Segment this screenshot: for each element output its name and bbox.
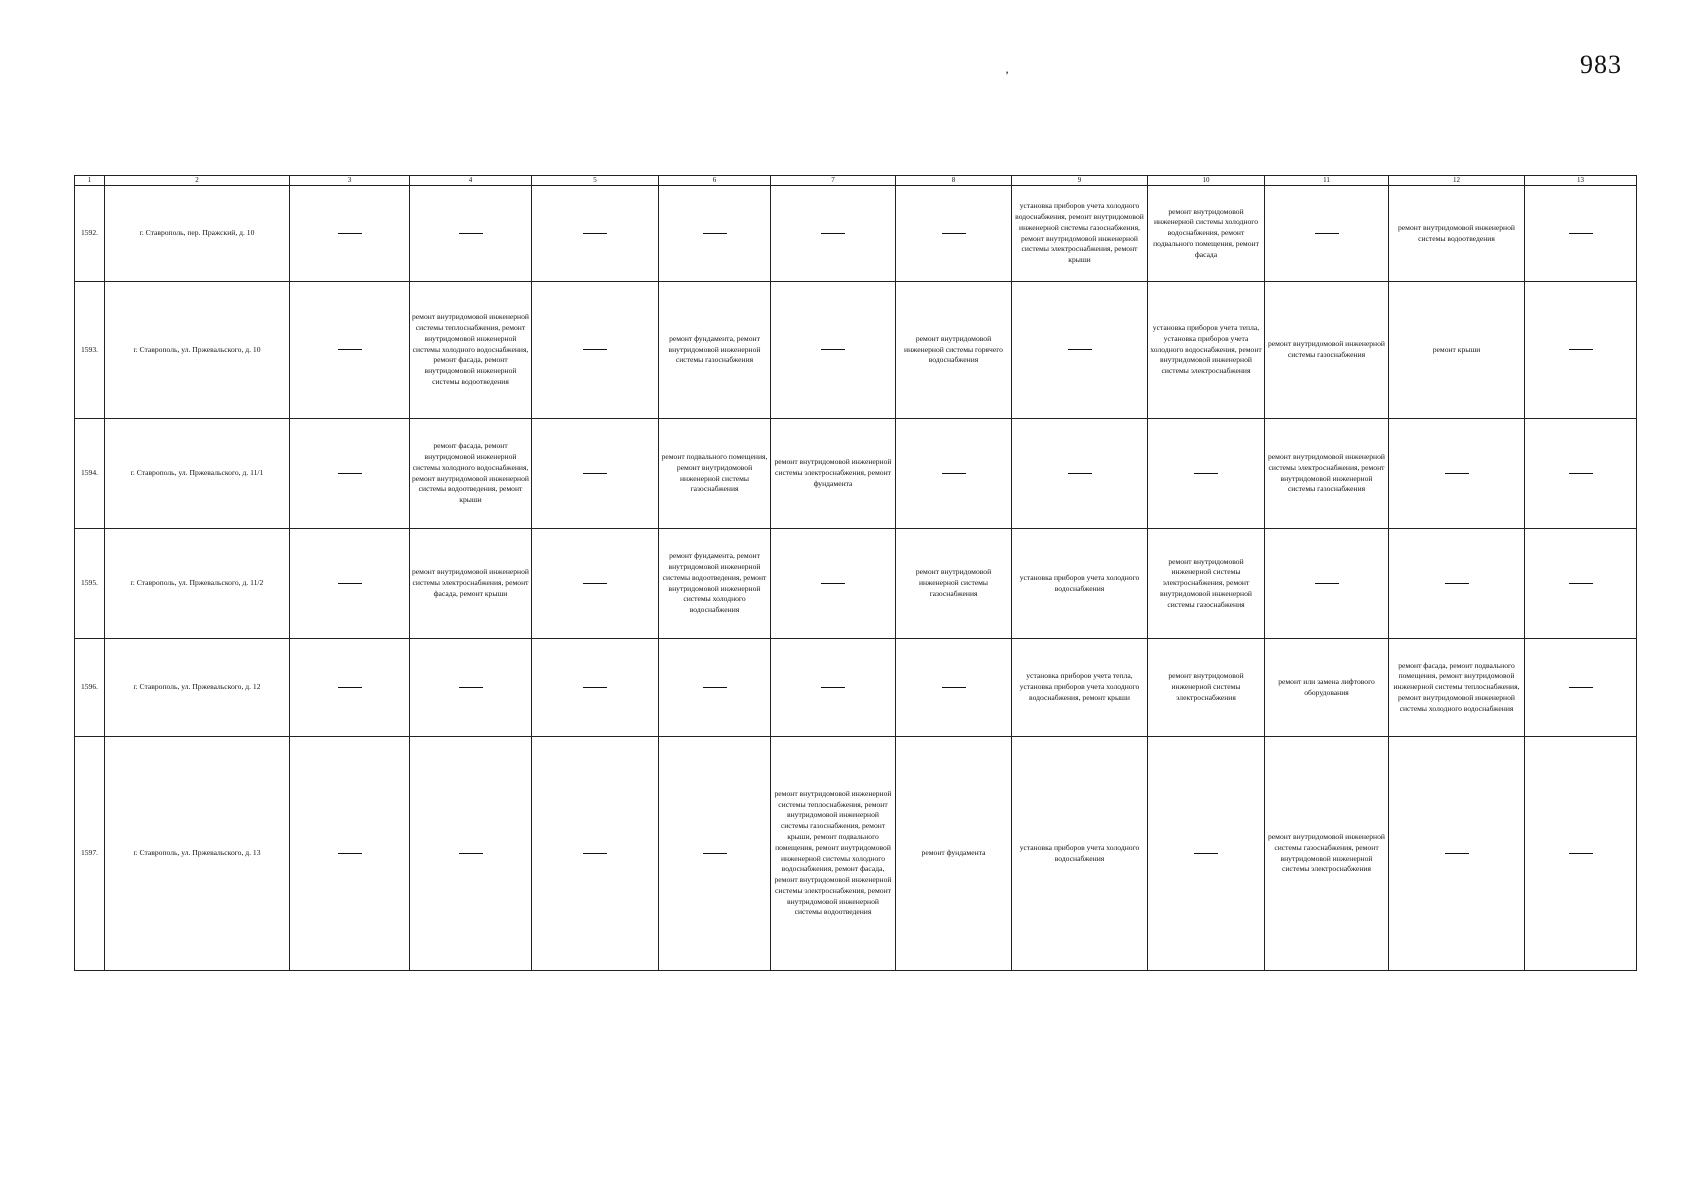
dash-mark [338, 687, 362, 688]
empty-cell [1389, 419, 1525, 529]
dash-mark [583, 583, 607, 584]
works-cell: ремонт внутридомовой инженерной системы горячего водоснабжения [896, 282, 1012, 419]
dash-mark [338, 349, 362, 350]
dash-mark [459, 687, 483, 688]
empty-cell [1012, 419, 1148, 529]
column-number: 9 [1012, 176, 1148, 186]
empty-cell [290, 186, 410, 282]
dash-mark [1194, 853, 1218, 854]
empty-cell [410, 639, 532, 737]
dash-mark [1569, 233, 1593, 234]
dash-mark [1445, 853, 1469, 854]
table-body [75, 186, 1637, 971]
dash-mark [821, 583, 845, 584]
empty-cell [1525, 282, 1637, 419]
works-cell: ремонт внутридомовой инженерной системы электроснабжения, ремонт внутридомовой инженерной системы газоснабжения [1148, 529, 1265, 639]
row-number: 1594. [75, 419, 105, 529]
works-cell: ремонт или замена лифтового оборудования [1265, 639, 1389, 737]
empty-cell [1389, 529, 1525, 639]
works-cell: ремонт внутридомовой инженерной системы холодного водоснабжения, ремонт подвального помещения, ремонт фасада [1148, 186, 1265, 282]
empty-cell [410, 737, 532, 971]
dash-mark [1068, 473, 1092, 474]
empty-cell [1265, 529, 1389, 639]
works-cell: ремонт внутридомовой инженерной системы теплоснабжения, ремонт внутридомовой инженерной системы газоснабжения, ремонт крыши, ремонт подвального помещения, ремонт внутридомовой инженерной системы холодного водоснабжения, ремонт фасада, ремонт внутридомовой инженерной системы электроснабжения, ремонт внутридомовой инженерной системы водоотведения [771, 737, 896, 971]
works-cell: установка приборов учета холодного водоснабжения [1012, 529, 1148, 639]
column-number: 7 [771, 176, 896, 186]
table-row [75, 529, 1637, 639]
empty-cell [771, 282, 896, 419]
table-row [75, 639, 1637, 737]
dash-mark [821, 687, 845, 688]
address-cell: г. Ставрополь, ул. Пржевальского, д. 13 [105, 737, 290, 971]
empty-cell [290, 282, 410, 419]
dash-mark [1445, 473, 1469, 474]
empty-cell [1148, 737, 1265, 971]
dash-mark [942, 233, 966, 234]
dash-mark [583, 687, 607, 688]
works-cell: ремонт крыши [1389, 282, 1525, 419]
empty-cell [532, 639, 659, 737]
address-cell: г. Ставрополь, ул. Пржевальского, д. 11/1 [105, 419, 290, 529]
dash-mark [459, 853, 483, 854]
row-number: 1592. [75, 186, 105, 282]
repair-register-table [74, 175, 1637, 971]
empty-cell [532, 282, 659, 419]
empty-cell [659, 737, 771, 971]
column-number: 11 [1265, 176, 1389, 186]
row-number: 1597. [75, 737, 105, 971]
dash-mark [338, 853, 362, 854]
empty-cell [896, 419, 1012, 529]
works-cell: ремонт внутридомовой инженерной системы газоснабжения, ремонт внутридомовой инженерной системы электроснабжения [1265, 737, 1389, 971]
dash-mark [1445, 583, 1469, 584]
works-cell: установка приборов учета холодного водоснабжения [1012, 737, 1148, 971]
empty-cell [1148, 419, 1265, 529]
dash-mark [459, 233, 483, 234]
table-row [75, 282, 1637, 419]
works-cell: ремонт внутридомовой инженерной системы газоснабжения [896, 529, 1012, 639]
dash-mark [703, 233, 727, 234]
works-cell: ремонт внутридомовой инженерной системы электроснабжения, ремонт фасада, ремонт крыши [410, 529, 532, 639]
works-cell: ремонт внутридомовой инженерной системы газоснабжения [1265, 282, 1389, 419]
works-cell: ремонт внутридомовой инженерной системы электроснабжения, ремонт внутридомовой инженерной системы газоснабжения [1265, 419, 1389, 529]
empty-cell [1525, 737, 1637, 971]
dash-mark [1569, 687, 1593, 688]
empty-cell [532, 186, 659, 282]
empty-cell [290, 737, 410, 971]
empty-cell [532, 529, 659, 639]
works-cell: ремонт подвального помещения, ремонт внутридомовой инженерной системы газоснабжения [659, 419, 771, 529]
row-number: 1593. [75, 282, 105, 419]
works-cell: установка приборов учета холодного водоснабжения, ремонт внутридомовой инженерной системы газоснабжения, ремонт внутридомовой инженерной системы электроснабжения, ремонт крыши [1012, 186, 1148, 282]
column-number: 12 [1389, 176, 1525, 186]
page-number: 983 [1580, 50, 1622, 79]
dash-mark [583, 853, 607, 854]
empty-cell [1525, 186, 1637, 282]
dash-mark [1068, 349, 1092, 350]
works-cell: ремонт внутридомовой инженерной системы теплоснабжения, ремонт внутридомовой инженерной системы холодного водоснабжения, ремонт фасада, ремонт внутридомовой инженерной системы водоотведения [410, 282, 532, 419]
empty-cell [659, 639, 771, 737]
works-cell: ремонт фундамента, ремонт внутридомовой инженерной системы водоотведения, ремонт внутридомовой инженерной системы холодного водоснабжения [659, 529, 771, 639]
dash-mark [338, 473, 362, 474]
scan-mark: ’ [1005, 68, 1009, 82]
row-number: 1596. [75, 639, 105, 737]
empty-cell [771, 529, 896, 639]
works-cell: установка приборов учета тепла, установка приборов учета холодного водоснабжения, ремонт внутридомовой инженерной системы электроснабжения [1148, 282, 1265, 419]
table-row [75, 737, 1637, 971]
empty-cell [896, 186, 1012, 282]
empty-cell [771, 186, 896, 282]
dash-mark [821, 233, 845, 234]
column-number: 6 [659, 176, 771, 186]
empty-cell [896, 639, 1012, 737]
works-cell: установка приборов учета тепла, установка приборов учета холодного водоснабжения, ремонт крыши [1012, 639, 1148, 737]
works-cell: ремонт фундамента, ремонт внутридомовой инженерной системы газоснабжения [659, 282, 771, 419]
dash-mark [583, 349, 607, 350]
dash-mark [942, 687, 966, 688]
dash-mark [821, 349, 845, 350]
dash-mark [1194, 473, 1218, 474]
address-cell: г. Ставрополь, пер. Пражский, д. 10 [105, 186, 290, 282]
column-number: 1 [75, 176, 105, 186]
empty-cell [410, 186, 532, 282]
empty-cell [659, 186, 771, 282]
empty-cell [532, 419, 659, 529]
works-cell: ремонт фасада, ремонт внутридомовой инженерной системы холодного водоснабжения, ремонт внутридомовой инженерной системы водоотведения, ремонт крыши [410, 419, 532, 529]
row-number: 1595. [75, 529, 105, 639]
column-number: 8 [896, 176, 1012, 186]
empty-cell [1012, 282, 1148, 419]
address-cell: г. Ставрополь, ул. Пржевальского, д. 12 [105, 639, 290, 737]
empty-cell [532, 737, 659, 971]
table-row [75, 186, 1637, 282]
column-number: 4 [410, 176, 532, 186]
dash-mark [338, 583, 362, 584]
column-number: 2 [105, 176, 290, 186]
dash-mark [1569, 583, 1593, 584]
column-number-row [75, 176, 1637, 186]
column-number: 5 [532, 176, 659, 186]
table-row [75, 419, 1637, 529]
dash-mark [703, 687, 727, 688]
works-cell: ремонт внутридомовой инженерной системы электроснабжения [1148, 639, 1265, 737]
dash-mark [942, 473, 966, 474]
works-cell: ремонт фасада, ремонт подвального помещения, ремонт внутридомовой инженерной системы теплоснабжения, ремонт внутридомовой инженерной системы холодного водоснабжения [1389, 639, 1525, 737]
empty-cell [771, 639, 896, 737]
works-cell: ремонт внутридомовой инженерной системы водоотведения [1389, 186, 1525, 282]
empty-cell [1265, 186, 1389, 282]
column-number: 10 [1148, 176, 1265, 186]
empty-cell [1525, 419, 1637, 529]
dash-mark [703, 853, 727, 854]
dash-mark [583, 233, 607, 234]
empty-cell [1525, 529, 1637, 639]
dash-mark [1569, 853, 1593, 854]
dash-mark [583, 473, 607, 474]
address-cell: г. Ставрополь, ул. Пржевальского, д. 10 [105, 282, 290, 419]
empty-cell [290, 419, 410, 529]
dash-mark [1569, 349, 1593, 350]
address-cell: г. Ставрополь, ул. Пржевальского, д. 11/2 [105, 529, 290, 639]
column-number: 3 [290, 176, 410, 186]
empty-cell [1525, 639, 1637, 737]
dash-mark [338, 233, 362, 234]
empty-cell [1389, 737, 1525, 971]
empty-cell [290, 639, 410, 737]
works-cell: ремонт внутридомовой инженерной системы электроснабжения, ремонт фундамента [771, 419, 896, 529]
dash-mark [1569, 473, 1593, 474]
empty-cell [290, 529, 410, 639]
dash-mark [1315, 583, 1339, 584]
dash-mark [1315, 233, 1339, 234]
column-number: 13 [1525, 176, 1637, 186]
works-cell: ремонт фундамента [896, 737, 1012, 971]
